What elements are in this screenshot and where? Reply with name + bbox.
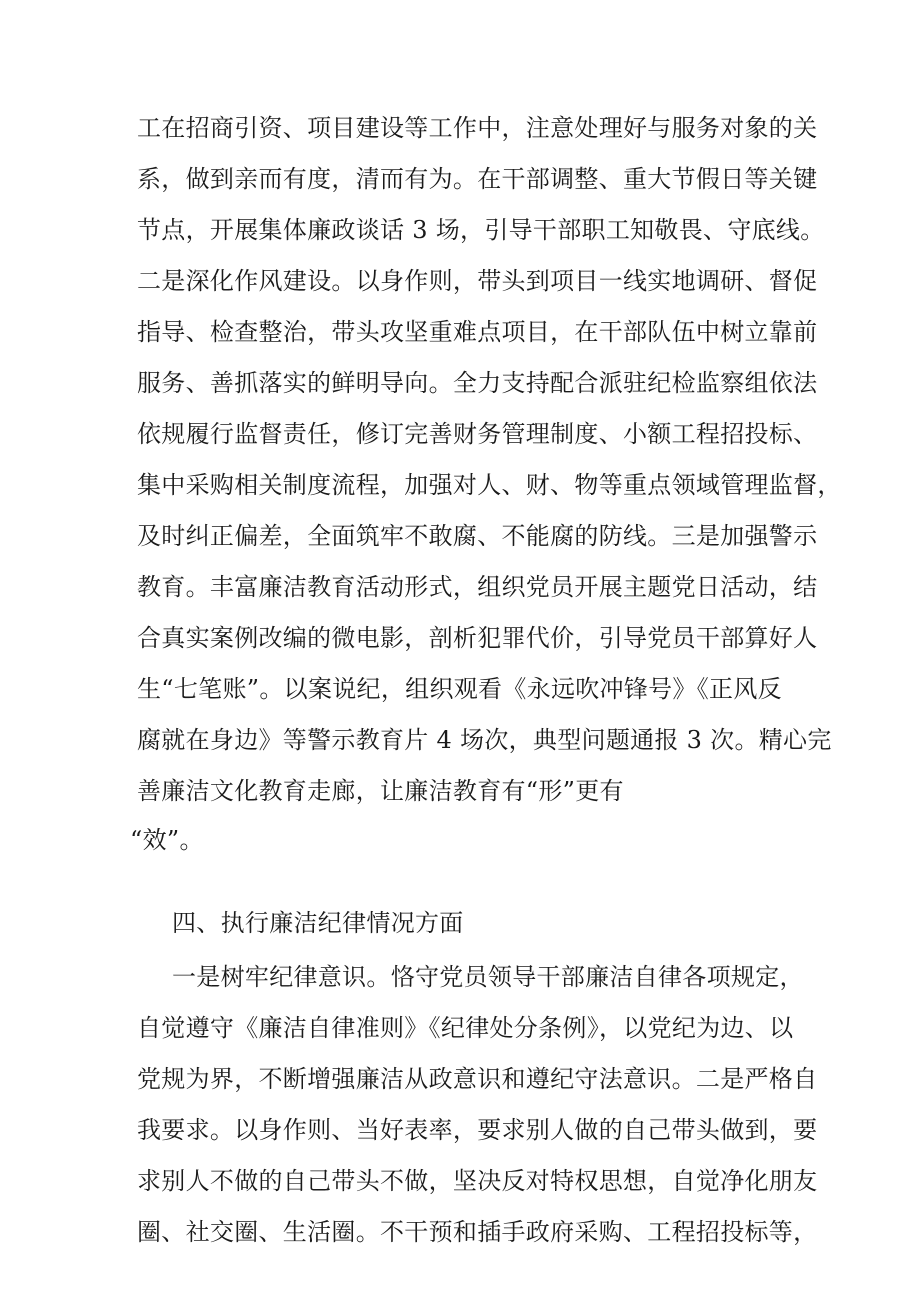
text-line: 工在招商引资、项目建设等工作中，注意处理好与服务对象的关	[137, 114, 818, 142]
text-line: 党规为界，不断增强廉洁从政意识和遵纪守法意识。二是严格自	[137, 1065, 818, 1093]
text-line: 善廉洁文化教育走廊，让廉洁教育有“形”更有	[137, 777, 624, 805]
text-line: 合真实案例改编的微电影，剖析犯罪代价，引导党员干部算好人	[137, 624, 818, 652]
text-line: 依规履行监督责任，修订完善财务管理制度、小额工程招投标、	[137, 420, 818, 448]
text-line: 服务、善抓落实的鲜明导向。全力支持配合派驻纪检监察组依法	[137, 369, 818, 397]
text-line: 自觉遵守《廉洁自律准则》《纪律处分条例》，以党纪为边、以	[137, 1014, 794, 1042]
text-line: 腐就在身边》等警示教育片 4 场次，典型问题通报 3 次。精心完	[137, 726, 832, 754]
text-line: 节点，开展集体廉政谈话 3 场，引导干部职工知敬畏、守底线。	[137, 216, 825, 244]
text-line: 集中采购相关制度流程，加强对人、财、物等重点领域管理监督，	[137, 471, 842, 499]
text-line: 我要求。以身作则、当好表率，要求别人做的自己带头做到，要	[137, 1116, 818, 1144]
text-line: 圈、社交圈、生活圈。不干预和插手政府采购、工程招投标等，	[137, 1218, 818, 1246]
text-line: 指导、检查整治，带头攻坚重难点项目，在干部队伍中树立靠前	[137, 318, 818, 346]
text-line: 系，做到亲而有度，清而有为。在干部调整、重大节假日等关键	[137, 165, 818, 193]
text-line: 生“七笔账”。以案说纪，组织观看《永远吹冲锋号》《正风反	[137, 675, 782, 703]
text-line: 二是深化作风建设。以身作则，带头到项目一线实地调研、督促	[137, 267, 818, 295]
text-line: 教育。丰富廉洁教育活动形式，组织党员开展主题党日活动，结	[137, 573, 818, 601]
text-line: 求别人不做的自己带头不做，坚决反对特权思想，自觉净化朋友	[137, 1167, 818, 1195]
text-line: 一是树牢纪律意识。恪守党员领导干部廉洁自律各项规定，	[172, 963, 804, 991]
text-line: “效”。	[130, 826, 204, 854]
section-heading: 四、执行廉洁纪律情况方面	[172, 909, 464, 937]
text-line: 及时纠正偏差，全面筑牢不敢腐、不能腐的防线。三是加强警示	[137, 522, 818, 550]
